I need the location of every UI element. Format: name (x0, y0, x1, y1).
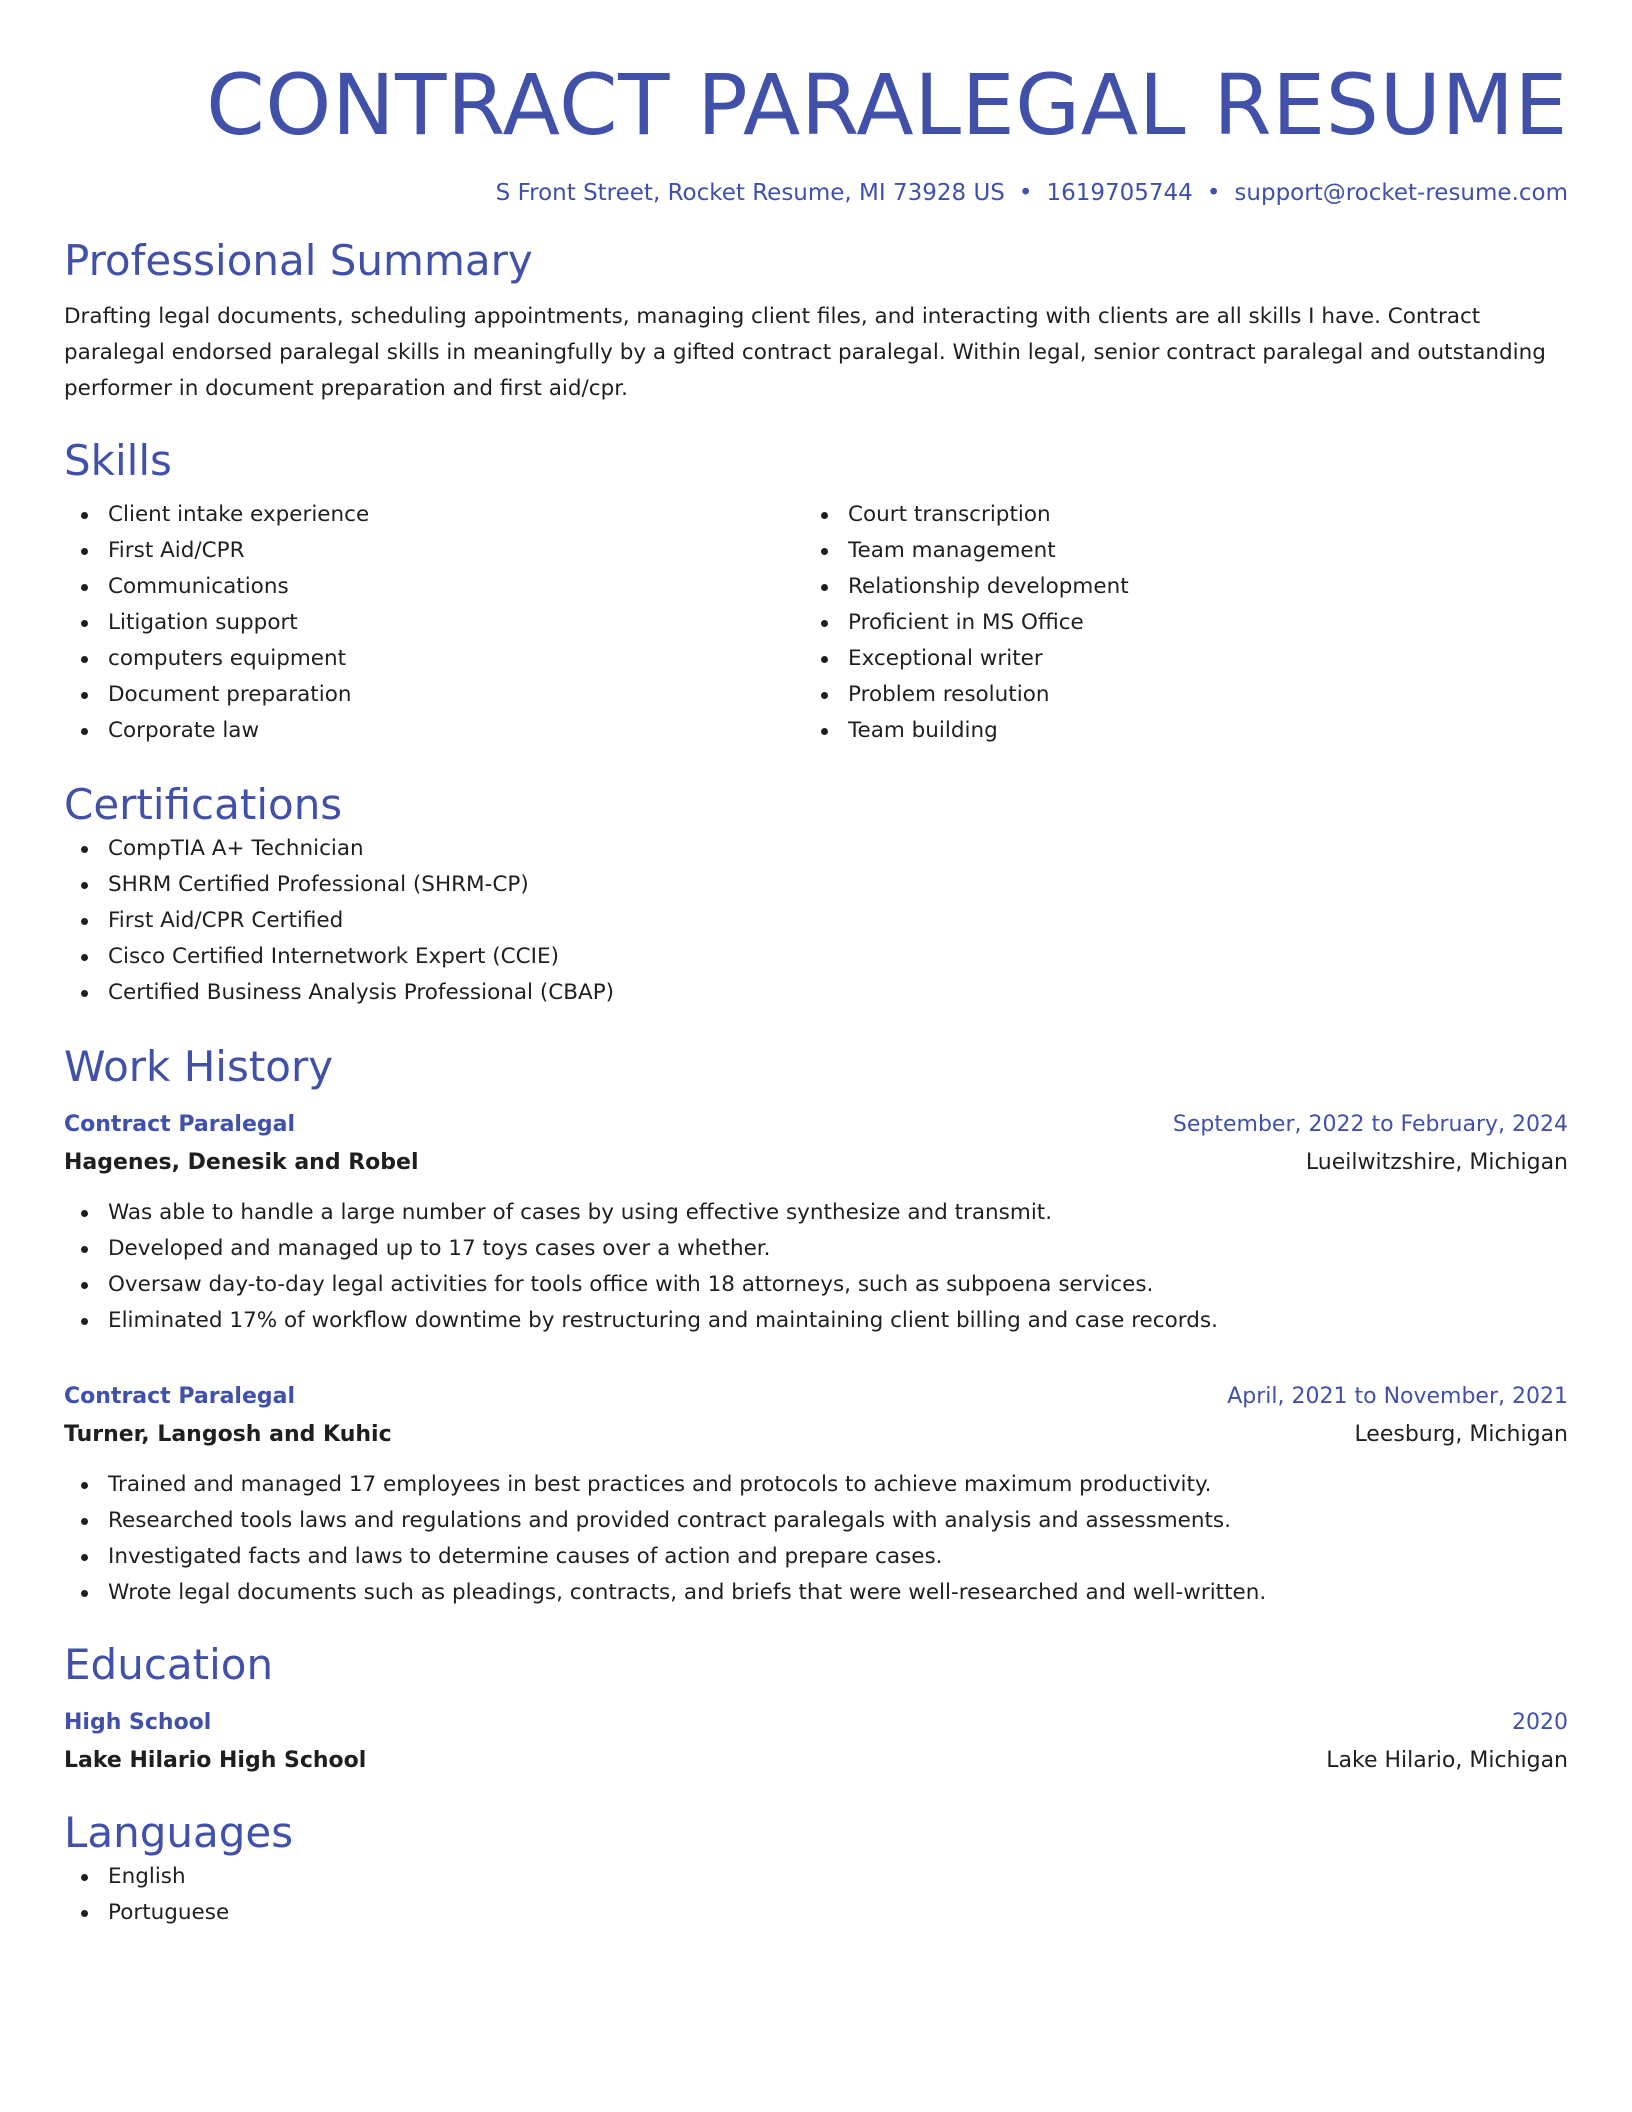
job-dates: April, 2021 to November, 2021 (1227, 1384, 1568, 1409)
skills-list-left (64, 497, 804, 749)
contact-address: S Front Street, Rocket Resume, MI 73928 US (495, 180, 1005, 206)
job-location: Leesburg, Michigan (1354, 1422, 1568, 1447)
job-location: Lueilwitzshire, Michigan (1305, 1150, 1568, 1175)
job-bullets (64, 1467, 1568, 1611)
job-bullet: Eliminated 17% of workflow downtime by restructuring and maintaining client billing and case records. (64, 1303, 1568, 1339)
education-degree: High School (64, 1710, 212, 1735)
certifications-list (64, 831, 1568, 1011)
education-school-row (64, 1741, 1568, 1781)
skill-item: Corporate law (64, 713, 804, 749)
section-title-skills: Skills (64, 436, 172, 485)
section-title-work-history: Work History (64, 1042, 334, 1091)
contact-separator: • (1206, 180, 1221, 206)
job-company-row (64, 1415, 1568, 1455)
certification-item: SHRM Certified Professional (SHRM-CP) (64, 867, 1568, 903)
job-bullet: Was able to handle a large number of cases by using effective synthesize and transmit. (64, 1195, 1568, 1231)
job-bullets (64, 1195, 1568, 1339)
job-company-row (64, 1143, 1568, 1183)
job-bullet: Trained and managed 17 employees in best practices and protocols to achieve maximum productivity. (64, 1467, 1568, 1503)
job-role: Contract Paralegal (64, 1112, 296, 1137)
job-entry (64, 1379, 1568, 1611)
language-item: English (64, 1859, 1568, 1895)
skill-item: Document preparation (64, 677, 804, 713)
job-company: Turner, Langosh and Kuhic (64, 1422, 392, 1447)
skills-column-right (804, 497, 1544, 749)
job-header-row (64, 1379, 1568, 1415)
section-title-education: Education (64, 1640, 274, 1689)
summary-text: Drafting legal documents, scheduling appointments, managing client files, and interacting with clients are all skills I have. Contract paralegal endorsed paralegal skills in meaningfully by a gifted contract paralegal. Within legal, senior contract paralegal and outstanding performer in document preparation and first aid/cpr. (64, 304, 1546, 401)
skill-item: computers equipment (64, 641, 804, 677)
skill-item: Exceptional writer (804, 641, 1544, 677)
contact-line (64, 177, 1568, 209)
education-year: 2020 (1512, 1710, 1568, 1735)
certification-item: First Aid/CPR Certified (64, 903, 1568, 939)
job-header-row (64, 1107, 1568, 1143)
work-history-section (64, 1041, 1568, 1611)
skills-list-right (804, 497, 1544, 749)
skill-item: Litigation support (64, 605, 804, 641)
job-entry (64, 1107, 1568, 1339)
skill-item: Team management (804, 533, 1544, 569)
job-dates: September, 2022 to February, 2024 (1172, 1112, 1568, 1137)
summary-section (64, 235, 1568, 407)
skill-item: Problem resolution (804, 677, 1544, 713)
skill-item: Court transcription (804, 497, 1544, 533)
contact-phone: 1619705744 (1046, 180, 1193, 206)
job-bullet: Investigated facts and laws to determine causes of action and prepare cases. (64, 1539, 1568, 1575)
contact-email[interactable]: support@rocket-resume.com (1234, 180, 1568, 206)
education-header-row (64, 1705, 1568, 1741)
skills-section (64, 435, 1568, 749)
education-location: Lake Hilario, Michigan (1326, 1748, 1568, 1773)
skill-item: Proficient in MS Office (804, 605, 1544, 641)
job-bullet: Wrote legal documents such as pleadings, contracts, and briefs that were well-researched and well-written. (64, 1575, 1568, 1611)
job-bullet: Oversaw day-to-day legal activities for tools office with 18 attorneys, such as subpoena services. (64, 1267, 1568, 1303)
job-company: Hagenes, Denesik and Robel (64, 1150, 419, 1175)
certification-item: CompTIA A+ Technician (64, 831, 1568, 867)
job-bullet: Researched tools laws and regulations and provided contract paralegals with analysis and assessments. (64, 1503, 1568, 1539)
certification-item: Certified Business Analysis Professional (CBAP) (64, 975, 1568, 1011)
contact-separator: • (1018, 180, 1033, 206)
language-item: Portuguese (64, 1895, 1568, 1931)
skills-grid (64, 497, 1568, 749)
resume-title: CONTRACT PARALEGAL RESUME (206, 56, 1568, 154)
certification-item: Cisco Certified Internetwork Expert (CCIE) (64, 939, 1568, 975)
skill-item: First Aid/CPR (64, 533, 804, 569)
education-section (64, 1639, 1568, 1781)
skill-item: Client intake experience (64, 497, 804, 533)
skill-item: Communications (64, 569, 804, 605)
skills-column-left (64, 497, 804, 749)
languages-section (64, 1807, 1568, 1931)
languages-list (64, 1859, 1568, 1931)
education-school: Lake Hilario High School (64, 1748, 367, 1773)
skill-item: Team building (804, 713, 1544, 749)
section-title-languages: Languages (64, 1808, 294, 1857)
education-entry (64, 1705, 1568, 1781)
job-bullet: Developed and managed up to 17 toys cases over a whether. (64, 1231, 1568, 1267)
section-title-summary: Professional Summary (64, 236, 533, 285)
job-role: Contract Paralegal (64, 1384, 296, 1409)
skill-item: Relationship development (804, 569, 1544, 605)
resume-header (64, 55, 1568, 209)
section-title-certifications: Certifications (64, 780, 343, 829)
certifications-section (64, 779, 1568, 1011)
